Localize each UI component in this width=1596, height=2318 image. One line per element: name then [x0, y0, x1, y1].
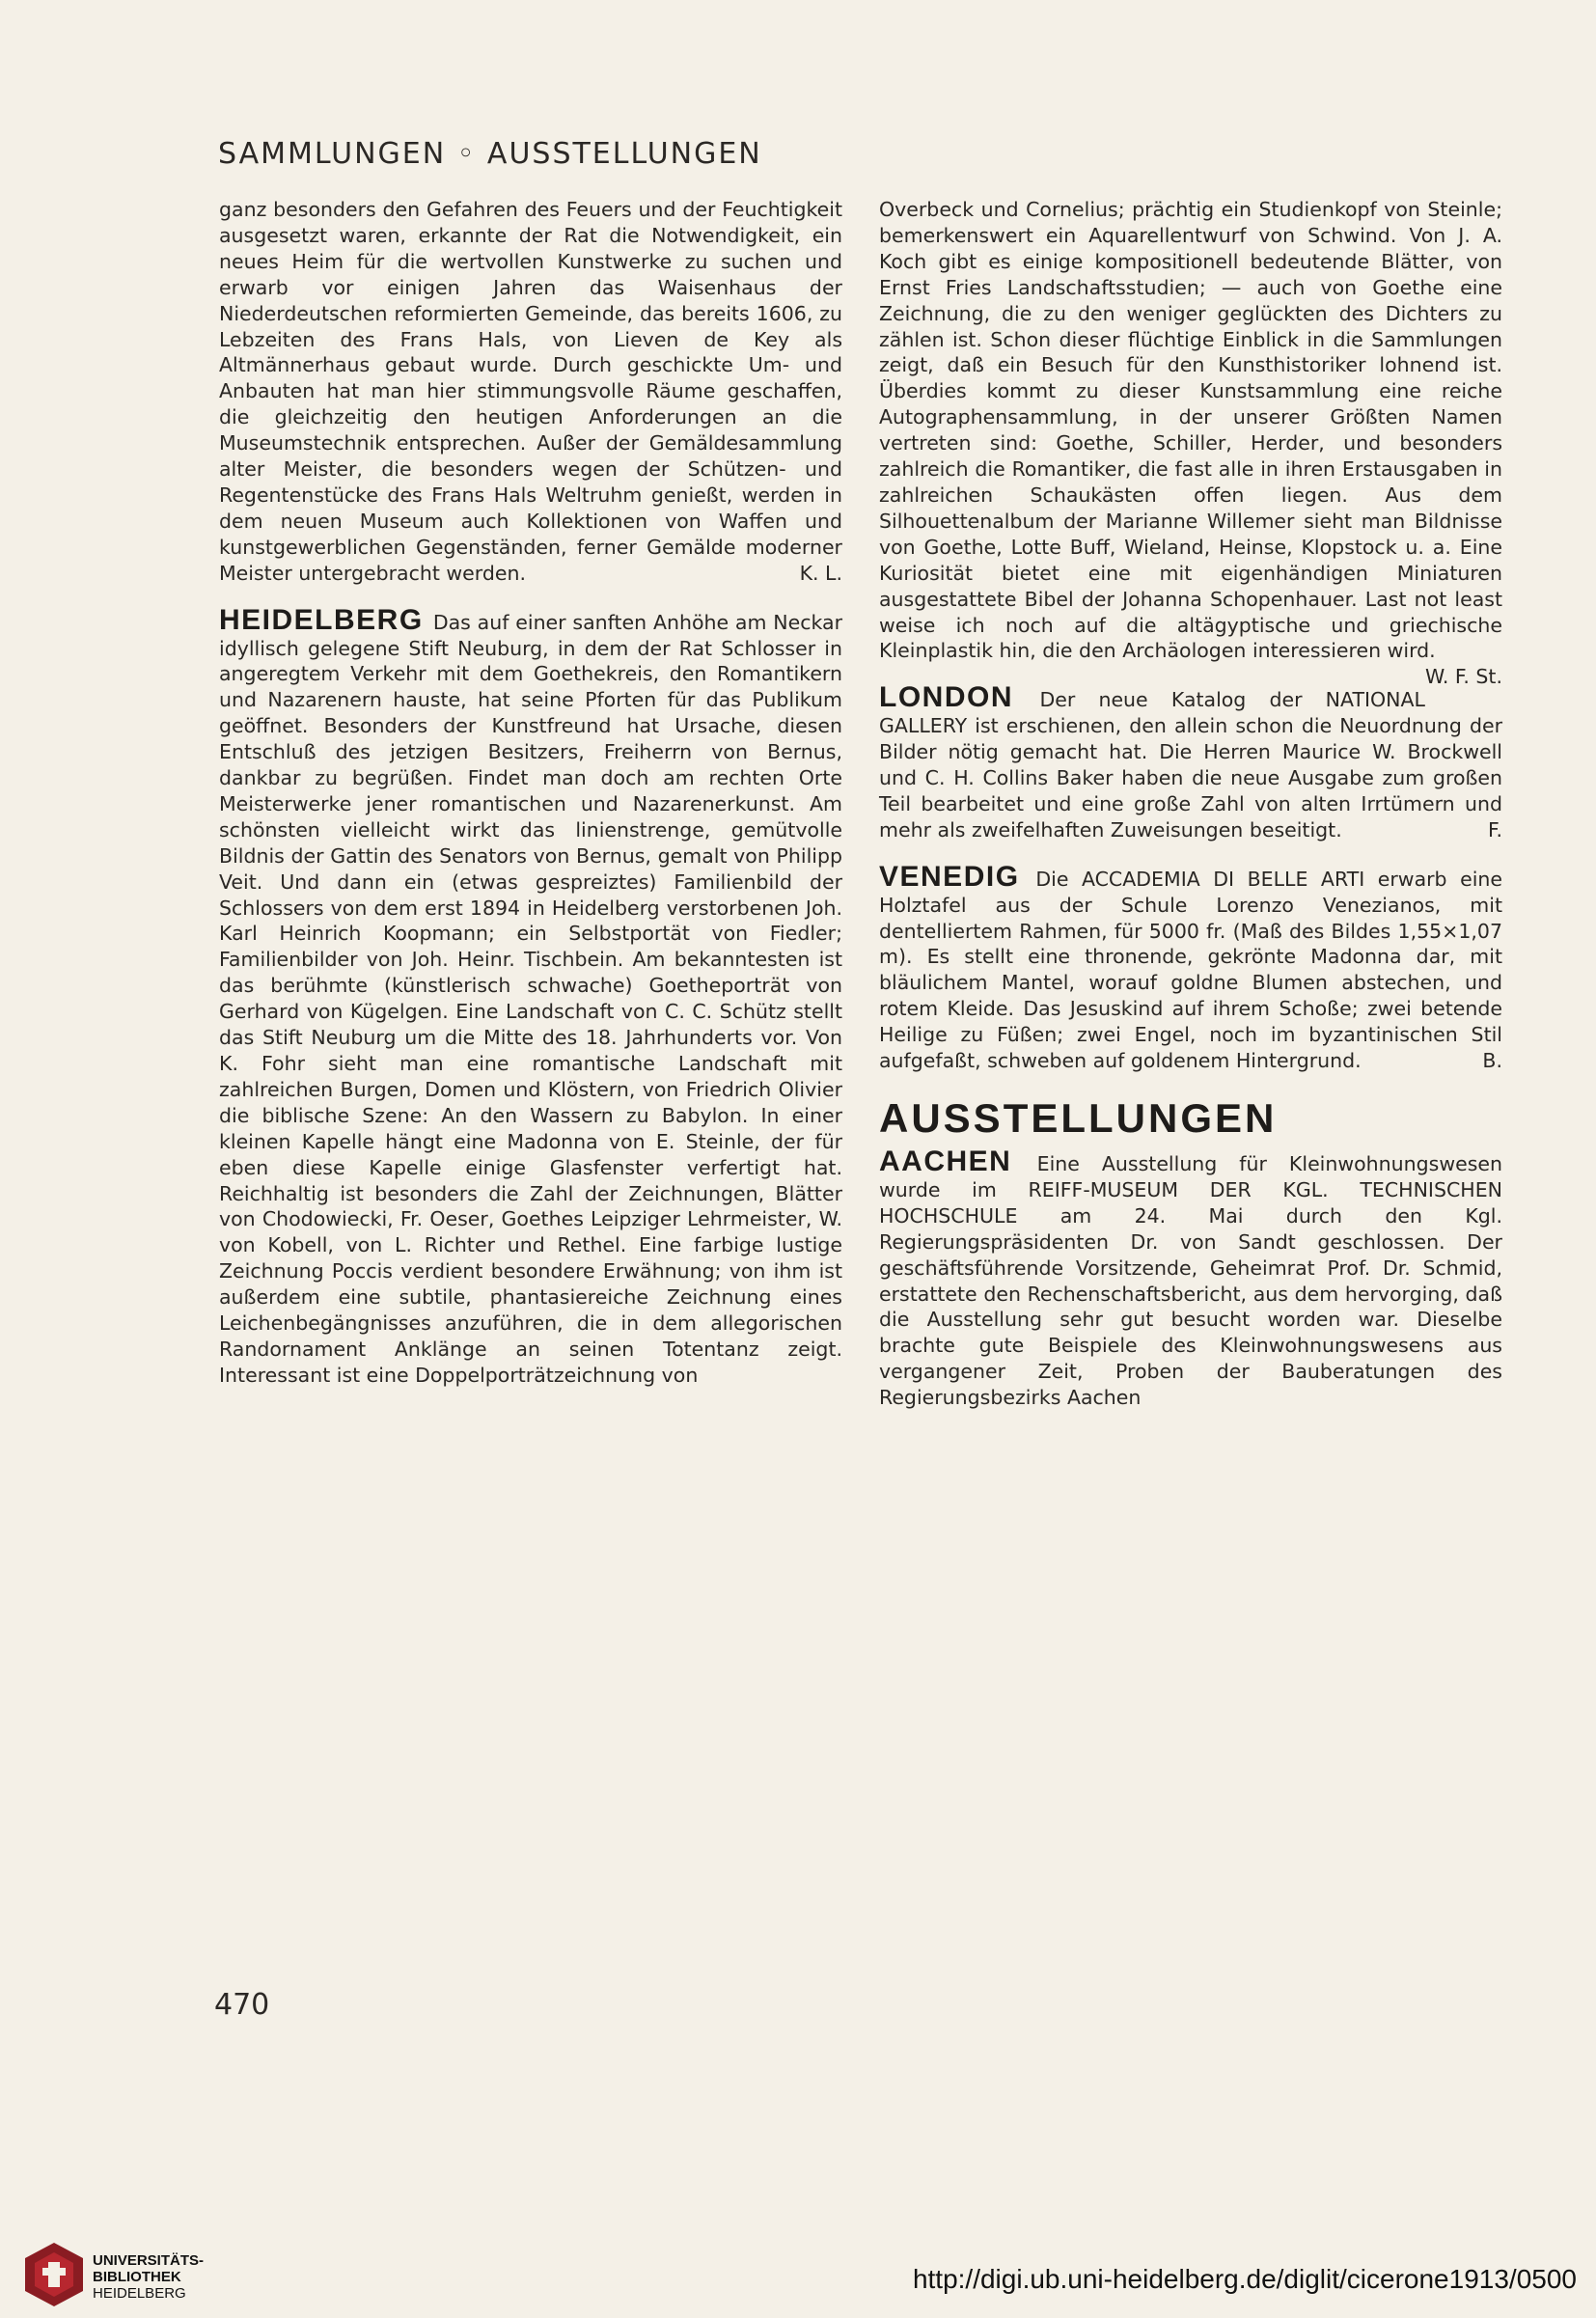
paragraph-text: Overbeck und Cornelius; prächtig ein Studienkopf von Steinle; bemerkenswert ein Aquarellentwurf von Schwind. Von J. A. Koch gibt es einige kompositionell bedeutende Blätter, von Ernst Fries Landschaftsstudien; — auch von Goethe eine Zeichnung, die zu den weniger geglückten des Dichters zu zählen ist. Schon dieser flüchtige Einblick in die Sammlungen zeigt, daß ein Besuch für den Kunsthistoriker lohnend ist. Überdies kommt zu dieser Kunstsammlung eine reiche Autographensammlung, in der unserer Größten Namen vertreten sind: Goethe, Schiller, Herder, und besonders zahlreich die Romantiker, die fast alle in ihren Erstausgaben in zahlreichen Schaukästen offen liegen. Aus dem Silhouettenalbum der Marianne Willemer sieht man Bildnisse von Goethe, Lotte Buff, Wieland, Heinse, Klopstock u. a. Eine Kuriosität bietet eine mit eigenhändigen Miniaturen ausgestattete Bibel der Johanna Schopenhauer. Last not least weise ich noch auf die altägyptische und griechische Kleinplastik hin, die den Archäologen interessieren wird.	[879, 198, 1502, 663]
library-name-line: HEIDELBERG	[93, 2285, 186, 2302]
city-heading-aachen: AACHEN	[879, 1145, 1037, 1177]
author-signature: B.	[1482, 1049, 1502, 1073]
author-signature: K. L.	[799, 561, 842, 585]
library-name	[93, 2252, 204, 2302]
paragraph-text: ganz besonders den Gefahren des Feuers und der Feuchtigkeit ausgesetzt waren, erkannte der Rat die Notwendigkeit, ein neues Heim für die wertvollen Kunstwerke zu suchen und erwarb vor einigen Jahren das Waisenhaus der Niederdeutschen reformierten Gemeinde, das bereits 1606, zu Lebzeiten des Frans Hals, von Lieven de Key als Altmännerhaus gebaut wurde. Durch geschickte Um- und Anbauten hat man hier stimmungsvolle Räume geschaffen, die gleichzeitig den heutigen Anforderungen an die Museumstechnik entsprechen. Außer der Gemäldesammlung alter Meister, die besonders wegen der Schützen- und Regentenstücke des Frans Hals Weltruhm genießt, werden in dem neuen Museum auch Kollektionen von Waffen und kunstgewerblichen Gegenständen, ferner Gemälde moderner Meister untergebracht werden.	[219, 198, 842, 585]
left-column	[219, 197, 842, 1389]
article-text: Der neue Katalog der NATIONAL GALLERY ist erschienen, den allein schon die Neuordnung der Bilder nötig gemacht hat. Die Herren Maurice W. Brockwell und C. H. Collins Baker haben die neue Ausgabe zum großen Teil bearbeitet und eine große Zahl von alten Irrtümern und mehr als zweifelhaften Zuweisungen beseitigt.	[879, 688, 1502, 842]
library-name-line: BIBLIOTHEK	[93, 2269, 181, 2285]
article-heidelberg	[219, 603, 842, 1389]
article-london	[879, 681, 1502, 842]
running-head: SAMMLUNGEN ◦ AUSSTELLUNGEN	[218, 137, 762, 171]
article-text: Die ACCADEMIA DI BELLE ARTI erwarb eine Holztafel aus der Schule Lorenzo Venezianos, mit dentelliertem Rahmen, für 5000 fr. (Maß des Bildes 1,55×1,07 m). Es stellt eine thronende, gekrönte Madonna dar, mit bläulichem Mantel, worauf goldne Blumen abstechen, und rotem Kleide. Das Jesuskind auf ihrem Schoße; zwei betende Heilige zu Füßen; zwei Engel, noch im byzantinischen Stil aufgefaßt, schweben auf goldenem Hintergrund.	[879, 867, 1502, 1073]
spacer	[879, 1074, 1502, 1095]
library-logo-icon	[19, 2239, 89, 2308]
paragraph-haarlem	[219, 197, 842, 587]
article-text: Eine Ausstellung für Kleinwohnungswesen wurde im REIFF-MUSEUM DER KGL. TECHNISCHEN HOCHSCHULE am 24. Mai durch den Kgl. Regierungspräsidenten Dr. von Sandt geschlossen. Der geschäftsführende Vorsitzende, Geheimrat Prof. Dr. Schmid, erstattete den Rechenschaftsbericht, aus dem hervorging, daß die Ausstellung sehr gut besucht worden war. Dieselbe brachte gute Beispiele des Kleinwohnungswesens aus vergangener Zeit, Proben der Bauberatungen des Regierungsbezirks Aachen	[879, 1152, 1503, 1410]
section-heading: AUSSTELLUNGEN	[879, 1095, 1278, 1141]
paragraph-heidelberg-continued	[879, 197, 1502, 689]
city-heading-london: LONDON	[879, 681, 1040, 714]
permalink-url[interactable]: http://digi.ub.uni-heidelberg.de/diglit/cicerone1913/0500	[912, 2264, 1577, 2294]
article-venedig	[879, 860, 1502, 1074]
city-heading-venedig: VENEDIG	[879, 860, 1036, 893]
library-name-line: UNIVERSITÄTS-	[93, 2252, 205, 2269]
article-text: Das auf einer sanften Anhöhe am Neckar idyllisch gelegene Stift Neuburg, in dem der Rat Schlosser in angeregtem Verkehr mit dem Goethekreis, den Romantikern und Nazarenern hauste, hat seine Pforten für das Publikum geöffnet. Besonders der Kunstfreund hat Ursache, diesen Entschluß des jetzigen Besitzers, Freiherrn von Bernus, dankbar zu begrüßen. Findet man doch am rechten Orte Meisterwerke jener romantischen und Nazarenerkunst. Am schönsten vielleicht wirkt das linienstrenge, gemütvolle Bildnis der Gattin des Senators von Bernus, gemalt von Philipp Veit. Und dann ein (etwas gespreiztes) Familienbild der Schlossers von dem erst 1894 in Heidelberg verstorbenen Joh. Karl Heinrich Koopmann; ein Selbstportät von Fiedler; Familienbilder von Joh. Heinr. Tischbein. Am bekanntesten ist das berühmte (künstlerisch schwache) Goetheporträt von Gerhard von Kügelgen. Eine Landschaft von C. C. Schütz stellt das Stift Neuburg um die Mitte des 18. Jahrhunderts vor. Von K. Fohr sieht man eine romantische Landschaft mit zahlreichen Burgen, Domen und Klöstern, von Friedrich Olivier die biblische Szene: An den Wassern zu Babylon. In einer kleinen Kapelle hängt eine Madonna von E. Steinle, der für eben diese Kapelle einige Glasfenster verfertigt hat. Reichhaltig ist besonders die Zahl der Zeichnungen, Blätter von Chodowiecki, Fr. Oeser, Goethes Leipziger Lehrmeister, W. von Kobell, von L. Richter und Rethel. Eine farbige lustige Zeichnung Poccis verdient besondere Erwähnung; von ihm ist außerdem eine subtile, phantasiereiche Zeichnung eines Leichenbegängnisses anzuführen, die in dem allegorischen Randornament Anklänge an seinen Totentanz zeigt. Interessant ist eine Doppelporträtzeichnung von	[219, 610, 842, 1387]
article-aachen	[879, 1145, 1503, 1411]
city-heading-heidelberg: HEIDELBERG	[219, 603, 433, 636]
page-number: 470	[214, 1988, 270, 2022]
author-signature: F.	[1487, 817, 1502, 842]
author-signature: W. F. St.	[1424, 665, 1502, 689]
right-column	[879, 197, 1502, 1411]
